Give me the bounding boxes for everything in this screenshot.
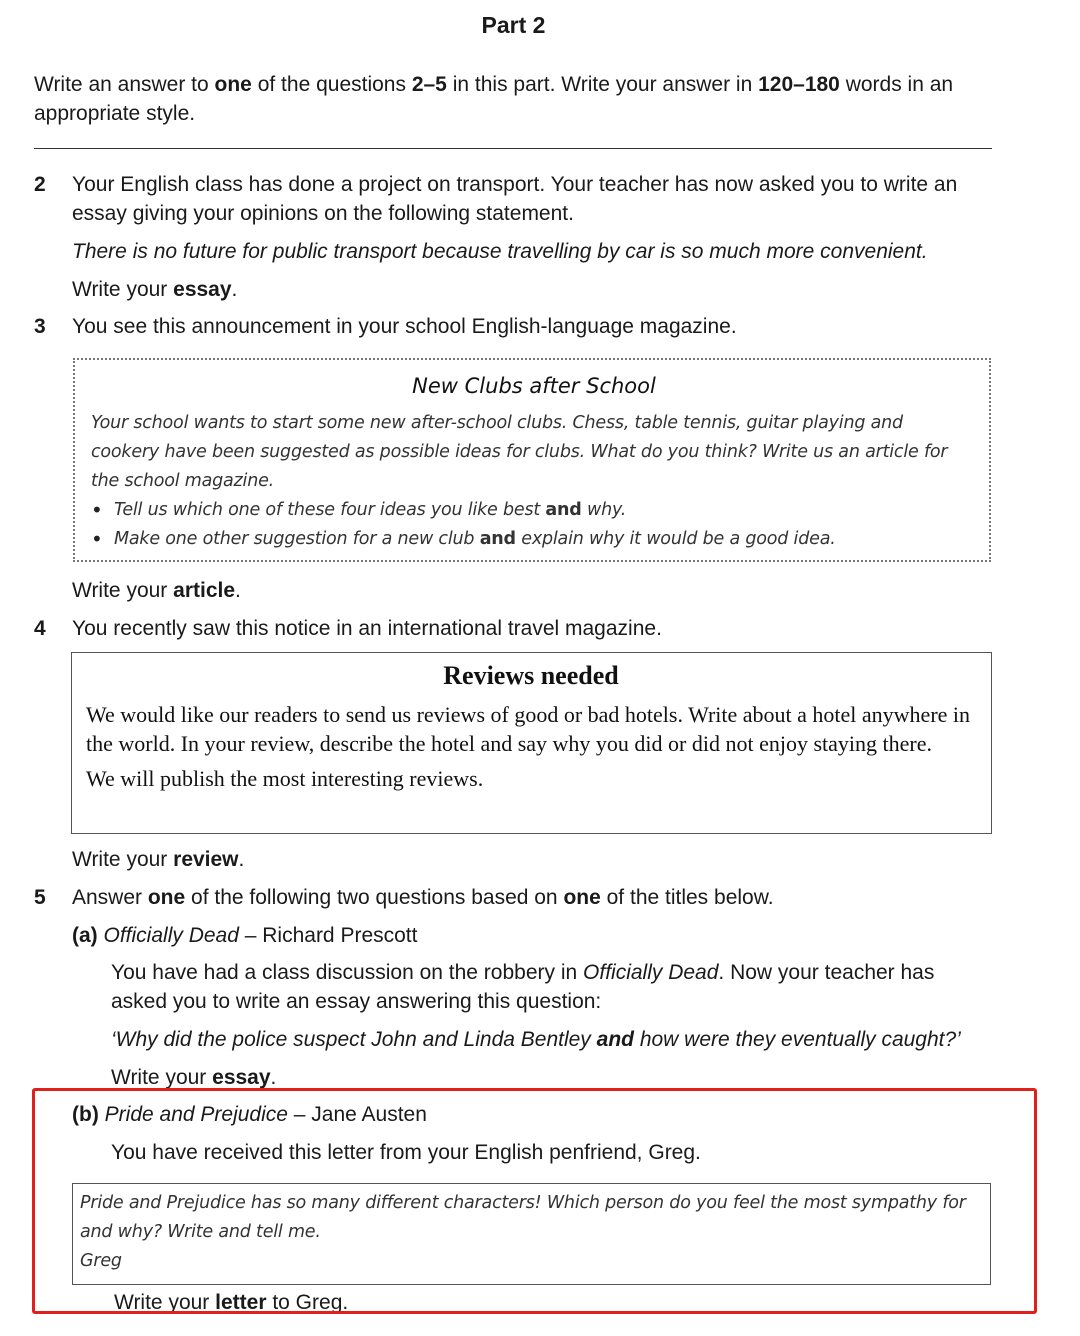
question-5a-text: You have had a class discussion on the robbery in Officially Dead. Now your teacher has asked you to write an essay answering this question: <box>111 961 935 1013</box>
question-2-write-instruction: Write your essay. <box>72 278 238 301</box>
reviews-notice-paragraph-1: We would like our readers to send us reviews of good or bad hotels. Write about a hotel anywhere in the world. In your review, describe the hotel and say why you did or did not enjoy staying there. <box>86 702 971 756</box>
reviews-notice-title: Reviews needed <box>443 661 619 690</box>
question-4-number: 4 <box>34 617 46 640</box>
greg-letter-signature: Greg <box>80 1251 122 1271</box>
clubs-bullet-2: • Make one other suggestion for a new club and explain why it would be a good idea. <box>91 525 971 554</box>
clubs-announcement-body <box>91 409 971 554</box>
clubs-announcement-title: New Clubs after School <box>412 374 656 398</box>
question-5-number: 5 <box>34 886 46 909</box>
clubs-announcement-text: Your school wants to start some new after-school clubs. Chess, table tennis, guitar playing and cookery have been suggested as possible ideas for clubs. What do you think? Write us an article for the school magazine. <box>91 413 948 491</box>
question-5b-text: You have received this letter from your English penfriend, Greg. <box>111 1141 701 1164</box>
instructions: Write an answer to one of the questions 2–5 in this part. Write your answer in 120–180 words in an appropriate style. <box>34 73 954 125</box>
question-4-text: You recently saw this notice in an international travel magazine. <box>72 617 662 640</box>
clubs-bullet-1: • Tell us which one of these four ideas you like best and why. <box>91 496 971 525</box>
clubs-announcement-box <box>73 358 991 562</box>
question-2-number: 2 <box>34 173 46 196</box>
greg-letter-text: Pride and Prejudice has so many different characters! Which person do you feel the most sympathy for and why? Write and tell me. <box>80 1193 966 1242</box>
question-5-text: Answer one of the following two questions based on one of the titles below. <box>72 886 774 909</box>
question-3-text: You see this announcement in your school English-language magazine. <box>72 315 737 338</box>
reviews-notice-body <box>86 700 976 793</box>
question-5a-question: ‘Why did the police suspect John and Linda Bentley and how were they eventually caught?’ <box>111 1028 961 1051</box>
reviews-notice-paragraph-2: We will publish the most interesting reviews. <box>86 766 484 791</box>
part-title: Part 2 <box>481 12 546 38</box>
question-5a-heading: (a) Officially Dead – Richard Prescott <box>72 924 418 947</box>
highlight-frame <box>32 1088 1037 1314</box>
question-5b-write-instruction: Write your letter to Greg. <box>114 1291 349 1314</box>
question-2-statement: There is no future for public transport because travelling by car is so much more convenient. <box>72 240 928 263</box>
question-5b-heading: (b) Pride and Prejudice – Jane Austen <box>72 1103 427 1126</box>
reviews-notice-box <box>71 652 992 834</box>
question-3-write-instruction: Write your article. <box>72 579 241 602</box>
divider <box>34 148 992 149</box>
question-5a-write-instruction: Write your essay. <box>111 1066 277 1089</box>
question-3-number: 3 <box>34 315 46 338</box>
clubs-bullet-list <box>91 496 971 554</box>
question-4-write-instruction: Write your review. <box>72 848 245 871</box>
question-2-text: Your English class has done a project on transport. Your teacher has now asked you to write an essay giving your opinions on the following statement. <box>72 173 958 225</box>
